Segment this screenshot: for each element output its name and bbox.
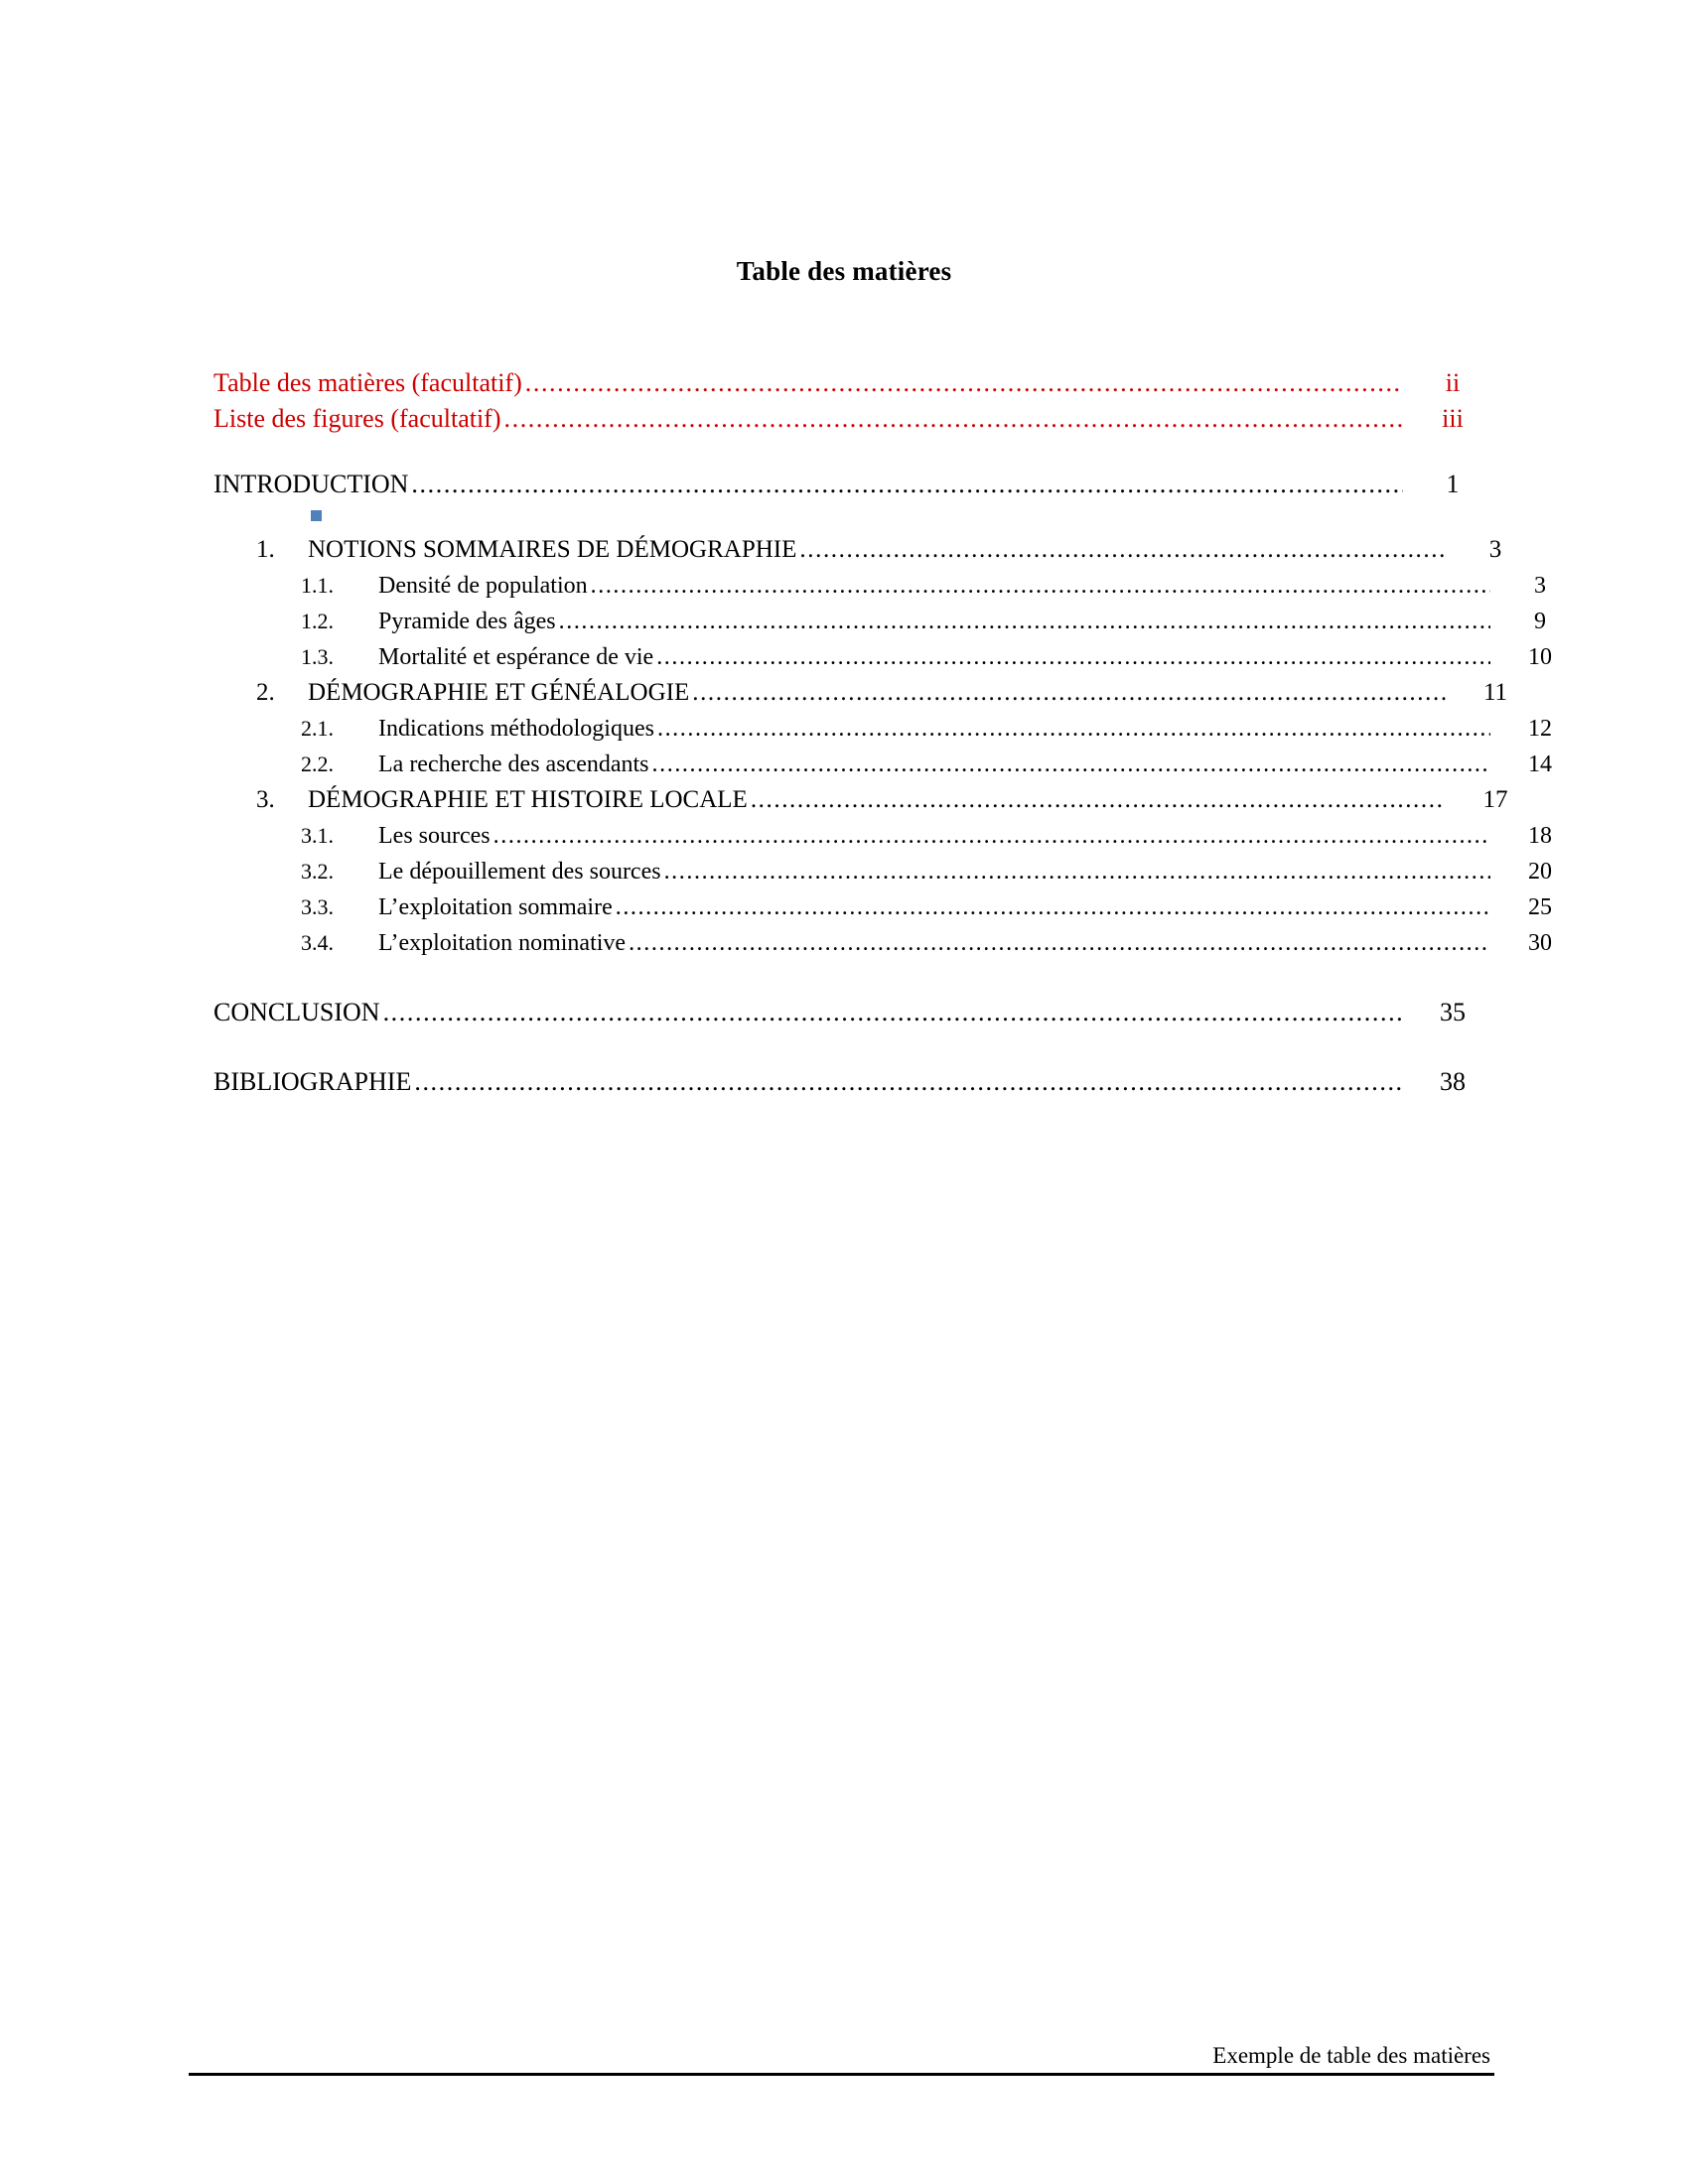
dot-leader (493, 818, 1490, 854)
toc-entry-subsection[interactable] (213, 925, 1582, 961)
toc-entry-number: 3.4. (301, 930, 334, 955)
toc-entry-subsection[interactable] (213, 818, 1582, 854)
toc-entry-page: 14 (1528, 751, 1552, 777)
toc-entry-page: 25 (1528, 894, 1552, 920)
spacer (213, 1030, 1494, 1064)
toc-entry-page: 3 (1488, 536, 1502, 563)
toc-entry-front-matter[interactable] (213, 365, 1494, 401)
toc-entry-page: 18 (1528, 823, 1552, 849)
toc-entry-label: Le dépouillement des sources (378, 859, 661, 885)
spacer (213, 961, 1494, 995)
toc-entry-page: 30 (1528, 930, 1552, 956)
table-of-contents (213, 365, 1552, 1100)
toc-entry-page: 1 (1446, 470, 1460, 498)
page-title: Table des matières (736, 256, 952, 286)
toc-entry-subsection[interactable] (213, 639, 1582, 675)
toc-entry-page: 38 (1440, 1067, 1466, 1096)
dot-leader (383, 995, 1403, 1030)
toc-entry-subsection[interactable] (213, 889, 1582, 925)
dot-leader (591, 568, 1490, 604)
toc-entry-page: 11 (1482, 679, 1508, 706)
toc-entry-number: 3.2. (301, 859, 334, 884)
toc-entry-number: 2. (256, 679, 275, 706)
toc-entry-label: INTRODUCTION (213, 470, 409, 498)
toc-entry-number: 1. (256, 536, 275, 563)
toc-entry-label: Mortalité et espérance de vie (378, 644, 654, 670)
dot-leader (525, 365, 1403, 401)
dot-leader (751, 782, 1446, 818)
toc-entry-number: 3.3. (301, 894, 334, 919)
toc-entry-subsection[interactable] (213, 747, 1582, 782)
toc-entry-page: 3 (1534, 573, 1546, 599)
toc-entry-page: 10 (1528, 644, 1552, 670)
dot-leader (629, 925, 1490, 961)
toc-entry-label: BIBLIOGRAPHIE (213, 1067, 412, 1096)
toc-entry-number: 2.1. (301, 716, 334, 741)
footer-divider (189, 2073, 1494, 2076)
dot-leader (652, 747, 1490, 782)
toc-entry-label: Pyramide des âges (378, 609, 556, 634)
toc-entry-label: CONCLUSION (213, 998, 380, 1026)
toc-entry-introduction[interactable] (213, 467, 1494, 502)
toc-entry-section[interactable] (213, 532, 1537, 568)
bullet-row (213, 502, 1494, 532)
toc-entry-subsection[interactable] (213, 568, 1582, 604)
toc-entry-label: L’exploitation nominative (378, 930, 627, 956)
dot-leader (504, 401, 1404, 437)
dot-leader (692, 675, 1446, 711)
toc-entry-conclusion[interactable] (213, 995, 1494, 1030)
toc-entry-section[interactable] (213, 675, 1537, 711)
toc-entry-number: 1.1. (301, 573, 334, 598)
toc-entry-page: 12 (1528, 716, 1552, 742)
dot-leader (411, 467, 1403, 502)
toc-entry-number: 3.1. (301, 823, 334, 848)
dot-leader (559, 604, 1490, 639)
toc-entry-subsection[interactable] (213, 604, 1582, 639)
page-footer (189, 2041, 1494, 2076)
square-bullet-icon (311, 510, 322, 521)
toc-entry-page: 9 (1534, 609, 1546, 634)
toc-entry-label: Indications méthodologiques (378, 716, 654, 742)
toc-entry-label: DÉMOGRAPHIE ET HISTOIRE LOCALE (308, 786, 748, 813)
toc-entry-bibliographie[interactable] (213, 1064, 1494, 1100)
toc-entry-label: Table des matières (facultatif) (213, 368, 522, 397)
toc-entry-page: 35 (1440, 998, 1466, 1026)
footer-label: Exemple de table des matières (1212, 2043, 1490, 2068)
toc-entry-page: ii (1445, 368, 1461, 397)
toc-entry-subsection[interactable] (213, 854, 1582, 889)
toc-entry-page: iii (1442, 404, 1464, 433)
dot-leader (657, 711, 1490, 747)
toc-entry-label: Les sources (378, 823, 491, 849)
dot-leader (656, 639, 1490, 675)
dot-leader (664, 854, 1490, 889)
toc-entry-label: L’exploitation sommaire (378, 894, 613, 920)
toc-entry-front-matter[interactable] (213, 401, 1494, 437)
dot-leader (799, 532, 1446, 568)
toc-entry-page: 20 (1528, 859, 1552, 885)
dot-leader (616, 889, 1490, 925)
toc-entry-number: 1.2. (301, 609, 334, 633)
toc-entry-number: 3. (256, 786, 275, 813)
toc-entry-subsection[interactable] (213, 711, 1582, 747)
toc-entry-number: 2.2. (301, 751, 334, 776)
toc-entry-label: NOTIONS SOMMAIRES DE DÉMOGRAPHIE (308, 536, 797, 563)
spacer (213, 437, 1494, 467)
toc-entry-label: Densité de population (378, 573, 588, 599)
toc-entry-label: La recherche des ascendants (378, 751, 649, 777)
dot-leader (414, 1064, 1403, 1100)
toc-entry-section[interactable] (213, 782, 1537, 818)
toc-entry-label: Liste des figures (facultatif) (213, 404, 501, 433)
toc-entry-label: DÉMOGRAPHIE ET GÉNÉALOGIE (308, 679, 690, 706)
toc-entry-page: 17 (1482, 786, 1508, 813)
toc-entry-number: 1.3. (301, 644, 334, 669)
